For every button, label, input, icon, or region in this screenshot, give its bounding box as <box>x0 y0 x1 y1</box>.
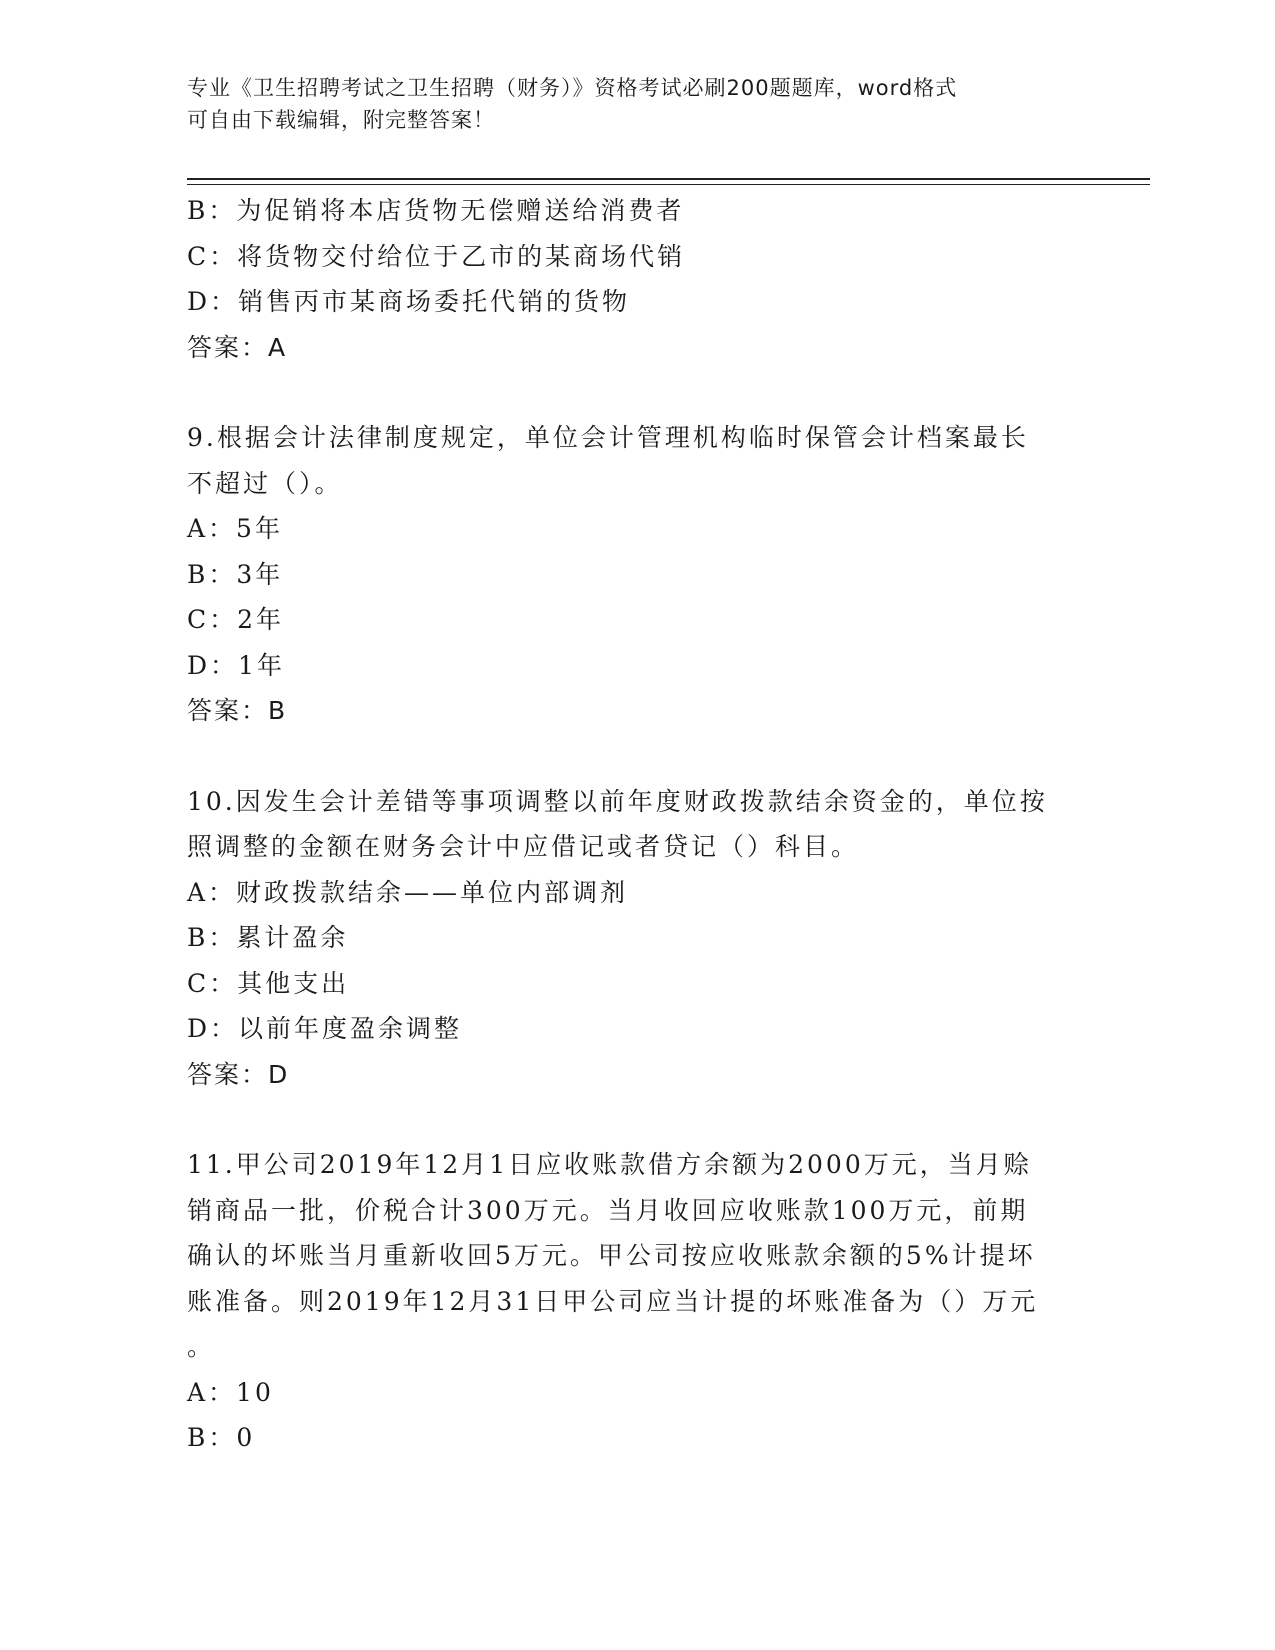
option-d: D：以前年度盈余调整 <box>187 1014 463 1043</box>
option-d: D：1年 <box>187 650 285 680</box>
answer-line: 答案：D <box>187 1059 290 1089</box>
header-divider-thick <box>187 178 1150 180</box>
option-a: A：5年 <box>187 514 283 543</box>
option-b: B：0 <box>187 1423 256 1452</box>
document-body <box>187 188 1087 1461</box>
option-c: C：其他支出 <box>187 968 350 998</box>
question-stem-line: 账准备。则2019年12月31日甲公司应当计提的坏账准备为（）万元 <box>187 1286 1039 1316</box>
spacer <box>187 1097 1087 1142</box>
question-stem-line: 销商品一批，价税合计300万元。当月收回应收账款100万元，前期 <box>187 1195 1029 1225</box>
question-stem-line: 10.因发生会计差错等事项调整以前年度财政拨款结余资金的，单位按 <box>187 786 1048 816</box>
header-line-1: 专业《卫生招聘考试之卫生招聘（财务）》资格考试必刷200题题库，word格式 <box>187 76 958 100</box>
option-a: A：财政拨款结余——单位内部调剂 <box>187 877 629 907</box>
option-b: B：累计盈余 <box>187 923 349 952</box>
question-stem-line: 11.甲公司2019年12月1日应收账款借方余额为2000万元，当月赊 <box>187 1150 1032 1179</box>
option-b: B：3年 <box>187 559 284 589</box>
question-stem-line: 确认的坏账当月重新收回5万元。甲公司按应收账款余额的5%计提坏 <box>187 1241 1036 1270</box>
spacer <box>187 734 1087 779</box>
question-10 <box>187 779 1087 1098</box>
option-c: C：将货物交付给位于乙市的某商场代销 <box>187 241 686 271</box>
document-header <box>187 72 1067 136</box>
answer-line: 答案：B <box>187 696 288 725</box>
question-11 <box>187 1142 1087 1461</box>
question-stem-line: 不超过（）。 <box>187 468 343 498</box>
question-8-continued <box>187 188 1087 370</box>
header-divider-thin <box>187 184 1150 185</box>
option-d: D：销售丙市某商场委托代销的货物 <box>187 287 631 316</box>
question-stem-line: 9.根据会计法律制度规定，单位会计管理机构临时保管会计档案最长 <box>187 423 1029 452</box>
option-b: B：为促销将本店货物无偿赠送给消费者 <box>187 196 685 225</box>
answer-line: 答案：A <box>187 332 288 362</box>
header-line-2: 可自由下载编辑，附完整答案！ <box>187 108 495 132</box>
question-stem-line: 。 <box>187 1332 216 1361</box>
option-c: C：2年 <box>187 605 285 634</box>
question-stem-line: 照调整的金额在财务会计中应借记或者贷记（）科目。 <box>187 832 860 861</box>
question-9 <box>187 415 1087 734</box>
spacer <box>187 370 1087 415</box>
option-a: A：10 <box>187 1377 274 1407</box>
